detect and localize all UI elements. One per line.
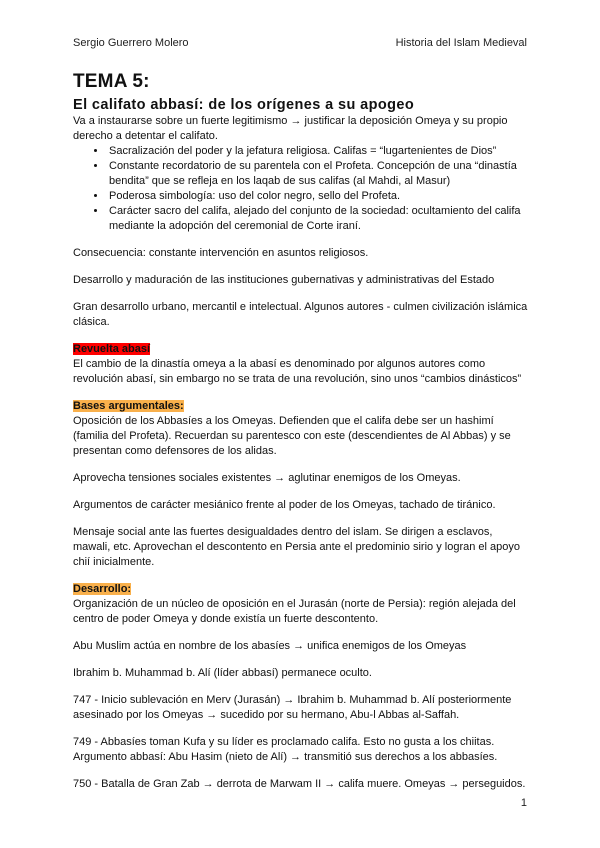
paragraph: 747 - Inicio sublevación en Merv (Jurasán) → Ibrahim b. Muhammad b. Alí posteriormente asesinado por los Omeyas → sucedido por su hermano, Abu-l Abbas al-Saffah.	[73, 694, 512, 721]
document-body	[73, 70, 528, 792]
paragraph: El cambio de la dinastía omeya a la abasí es denominado por algunos autores como revolución abasí, sin embargo no se trata de una revolución, sino unos “cambios dinásticos”	[73, 358, 522, 385]
page-title: TEMA 5:	[73, 71, 150, 92]
list-item: • Poderosa simbología: uso del color negro, sello del Profeta.	[107, 189, 528, 204]
highlight-desarrollo: Desarrollo:	[73, 583, 132, 595]
header-author: Sergio Guerrero Molero	[73, 37, 189, 49]
paragraph: Mensaje social ante las fuertes desigualdades dentro del islam. Se dirigen a esclavos, mawali, etc. Aprovechan el descontento en Persia ante el predominio sirio y logran el apoyo chií inicialmente.	[73, 526, 520, 568]
section-heading-desarrollo	[73, 582, 528, 597]
paragraph: Gran desarrollo urbano, mercantil e intelectual. Algunos autores - culmen civilización islámica clásica.	[73, 301, 528, 328]
section-heading-bases	[73, 399, 528, 414]
highlight-bases: Bases argumentales:	[73, 400, 184, 412]
paragraph: Ibrahim b. Muhammad b. Alí (líder abbasí) permanece oculto.	[73, 667, 372, 679]
paragraph: Organización de un núcleo de oposición en el Jurasán (norte de Persia): región alejada del centro de poder Omeya y donde existía un fuerte descontento.	[73, 598, 516, 625]
paragraph: 750 - Batalla de Gran Zab → derrota de Marwam II → califa muere. Omeyas → perseguidos.	[73, 778, 526, 790]
list-item: • Sacralización del poder y la jefatura religiosa. Califas = “lugartenientes de Dios”	[107, 144, 528, 159]
page-number: 1	[520, 797, 527, 809]
intro-paragraph: Va a instaurarse sobre un fuerte legitimismo → justificar la deposición Omeya y su propio derecho a detentar el califato.	[73, 115, 508, 142]
paragraph: Abu Muslim actúa en nombre de los abasíes → unifica enemigos de los Omeyas	[73, 640, 467, 652]
paragraph: Consecuencia: constante intervención en asuntos religiosos.	[73, 247, 369, 259]
highlight-revuelta: Revuelta abasí	[73, 343, 151, 355]
paragraph: 749 - Abbasíes toman Kufa y su líder es proclamado califa. Esto no gusta a los chiitas. Argumento abbasí: Abu Hasim (nieto de Alí) → transmitió sus derechos a los abbasíes.	[73, 736, 498, 763]
bullet-list	[73, 144, 528, 234]
paragraph: Argumentos de carácter mesiánico frente al poder de los Omeyas, tachado de tiránico.	[73, 499, 496, 511]
paragraph: Desarrollo y maduración de las instituciones gubernativas y administrativas del Estado	[73, 274, 495, 286]
paragraph: Oposición de los Abbasíes a los Omeyas. Defienden que el califa debe ser un hashimí (familia del Profeta). Recuerdan su parentesco con este (descendientes de Al Abbas) y se presentan como defensores de los alidas.	[73, 415, 511, 457]
page-subtitle: El califato abbasí: de los orígenes a su apogeo	[73, 97, 415, 113]
list-item: • Carácter sacro del califa, alejado del conjunto de la sociedad: ocultamiento del califa mediante la adopción del ceremonial de Corte iraní.	[107, 204, 528, 234]
list-item: • Constante recordatorio de su parentela con el Profeta. Concepción de una “dinastía bendita” que se refleja en los laqab de sus califas (al Mahdi, al Masur)	[107, 159, 528, 189]
paragraph: Aprovecha tensiones sociales existentes → aglutinar enemigos de los Omeyas.	[73, 472, 461, 484]
section-heading-revuelta	[73, 342, 528, 357]
header-course: Historia del Islam Medieval	[395, 37, 527, 49]
